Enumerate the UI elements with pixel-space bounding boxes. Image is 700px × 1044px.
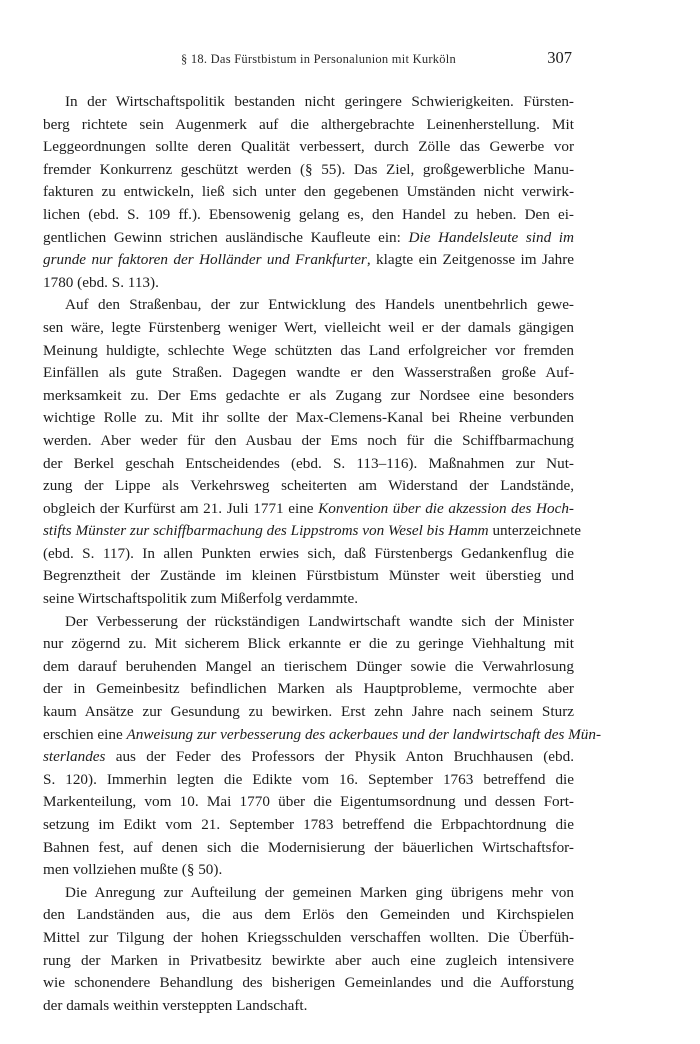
page-header	[0, 48, 572, 72]
text-run: kaum Ansätze zur Gesundung zu bewirken. Erst zehn Jahre nach seinem Sturz	[43, 703, 574, 721]
text-line	[43, 249, 574, 272]
text-line	[43, 995, 574, 1018]
text-line	[43, 837, 574, 860]
text-run: wichtige Rolle zu. Mit ihr sollte der Max-Clemens-Kanal bei Rheine verbunden	[43, 409, 574, 427]
text-line	[43, 520, 581, 543]
text-line	[43, 588, 574, 611]
text-run: wie schonendere Behandlung des bisherigen Gemeinlandes und die Aufforstung	[43, 974, 574, 992]
text-run: der Berkel geschah Entscheidendes (ebd. S. 113–116). Maßnahmen zur Nut-	[43, 454, 574, 472]
italic-text: grunde nur faktoren der Holländer und Frankfurter	[43, 251, 367, 269]
text-line	[43, 498, 574, 521]
text-run: In der Wirtschaftspolitik bestanden nicht geringere Schwierigkeiten. Fürsten-	[65, 93, 574, 110]
text-line	[43, 904, 574, 927]
text-line	[43, 543, 574, 566]
text-line	[43, 181, 574, 204]
text-run: fremder Konkurrenz geschützt werden (§ 55). Das Ziel, großgewerbliche Manu-	[43, 160, 574, 178]
text-run: sen wäre, legte Fürstenberg weniger Wert, vielleicht weil er der damals gängigen	[43, 318, 574, 336]
text-line	[43, 859, 574, 882]
text-line	[43, 972, 574, 995]
text-line	[43, 227, 574, 250]
paragraph	[43, 611, 602, 882]
text-line	[43, 453, 574, 476]
text-line	[43, 385, 574, 408]
text-run: merksamkeit zu. Der Ems gedachte er als Zugang zur Nordsee eine besonders	[43, 386, 574, 404]
italic-text: stifts Münster zur schiffbarmachung des Lippstroms von Wesel bis Hamm	[43, 522, 489, 540]
paragraph	[43, 294, 581, 610]
paragraph	[43, 882, 574, 1018]
paragraph	[43, 91, 574, 294]
text-line	[43, 882, 574, 905]
text-run: Begrenztheit der Zustände im kleinen Fürstbistum Münster weit überstieg und	[43, 567, 574, 585]
text-line	[43, 927, 574, 950]
text-line	[43, 633, 574, 656]
text-line	[43, 814, 574, 837]
text-line	[43, 746, 574, 769]
text-line	[43, 204, 574, 227]
text-run: werden. Aber weder für den Ausbau der Ems noch für die Schiffbarmachung	[43, 431, 574, 449]
text-run: (ebd. S. 117). In allen Punkten erwies sich, daß Fürstenbergs Gedankenflug die	[43, 544, 574, 562]
text-run: 1780 (ebd. S. 113).	[43, 273, 159, 291]
text-line	[43, 475, 574, 498]
text-line	[43, 407, 574, 430]
italic-text: sterlandes	[43, 748, 106, 766]
text-run: setzung im Edikt vom 21. September 1783 betreffend die Erbpachtordnung die	[43, 816, 574, 833]
text-line	[43, 294, 574, 317]
text-line	[43, 724, 602, 747]
text-run: erschien eine	[43, 725, 127, 743]
text-line	[43, 565, 574, 588]
text-run: berg richtete sein Augenmerk auf die althergebrachte Leinenherstellung. Mit	[43, 115, 574, 133]
text-run: men vollziehen mußte (§ 50).	[43, 861, 223, 879]
italic-text: Konvention über die akzession des Hoch-	[318, 499, 574, 517]
text-run: den Landständen aus, die aus dem Erlös den Gemeinden und Kirchspielen	[43, 906, 574, 924]
text-run: Meinung huldigte, schlechte Wege schützten das Land erfolgreicher vor fremden	[43, 341, 574, 359]
text-line	[43, 430, 574, 453]
text-run: fakturen zu entwickeln, ließ sich unter den gegebenen Umständen nicht verwirk-	[43, 183, 574, 201]
text-run: , klagte ein Zeitgenosse im Jahre	[366, 251, 575, 269]
text-run: Bahnen fest, auf denen sich die Modernisierung der bäuerlichen Wirtschaftsfor-	[43, 838, 574, 856]
running-head: § 18. Das Fürstbistum in Personalunion mit Kurköln	[181, 52, 456, 66]
italic-text: Die Handelsleute sind im	[408, 228, 574, 246]
text-line	[43, 656, 574, 679]
text-run: der damals weithin versteppten Landschaft.	[43, 996, 308, 1014]
text-run: unterzeichnete	[488, 522, 581, 540]
text-run: Der Verbesserung der rückständigen Landwirtschaft wandte sich der Minister	[65, 612, 574, 630]
text-run: nur zögernd zu. Mit sicherem Blick erkannte er die zu geringe Viehhaltung mit	[43, 635, 574, 653]
text-run: der in Gemeinbesitz befindlichen Marken als Hauptprobleme, vermochte aber	[43, 680, 574, 698]
text-run: seine Wirtschaftspolitik zum Mißerfolg verdammte.	[43, 590, 359, 608]
text-line	[43, 678, 574, 701]
text-run: lichen (ebd. S. 109 ff.). Ebensowenig gelang es, den Handel zu heben. Den ei-	[43, 205, 574, 223]
text-run: aus der Feder des Professors der Physik Anton Bruchhausen (ebd.	[105, 748, 574, 766]
text-line	[43, 611, 574, 634]
text-run: Mittel zur Tilgung der hohen Kriegsschulden verschaffen wollten. Die Überfüh-	[43, 928, 574, 946]
text-line	[43, 701, 574, 724]
text-line	[43, 114, 574, 137]
text-line	[43, 91, 574, 114]
text-line	[43, 362, 574, 385]
text-line	[43, 340, 574, 363]
text-run: Markenteilung, vom 10. Mai 1770 über die Eigentumsordnung und dessen Fort-	[43, 793, 574, 811]
text-line	[43, 272, 574, 295]
text-line	[43, 769, 574, 792]
text-run: Die Anregung zur Aufteilung der gemeinen Marken ging übrigens mehr von	[65, 883, 574, 901]
text-run: Auf den Straßenbau, der zur Entwicklung des Handels unentbehrlich gewe-	[65, 296, 574, 314]
text-line	[43, 791, 574, 814]
text-run: zung der Lippe als Verkehrsweg scheiterten am Widerstand der Landstände,	[43, 477, 574, 495]
text-run: S. 120). Immerhin legten die Edikte vom 16. September 1763 betreffend die	[43, 770, 574, 788]
text-line	[43, 159, 574, 182]
text-run: dem darauf beruhenden Mangel an tierischem Dünger sowie die Verwahrlosung	[43, 657, 574, 675]
body-text	[43, 91, 602, 1017]
text-line	[43, 317, 574, 340]
text-run: Leggeordnungen sollte deren Qualität verbessert, durch Zölle das Gewerbe vor	[43, 138, 574, 156]
text-run: obgleich der Kurfürst am 21. Juli 1771 eine	[43, 499, 319, 517]
text-line	[43, 950, 574, 973]
text-run: rung der Marken in Privatbesitz bewirkte aber auch eine zugleich intensivere	[43, 951, 574, 969]
text-run: gentlichen Gewinn strichen ausländische Kaufleute ein:	[43, 228, 409, 246]
page-number: 307	[547, 48, 572, 67]
italic-text: Anweisung zur verbesserung des ackerbaues und der landwirtschaft des Mün-	[126, 725, 602, 743]
text-line	[43, 136, 574, 159]
text-run: Einfällen als gute Straßen. Dagegen wandte er den Wasserstraßen große Auf-	[43, 364, 574, 382]
